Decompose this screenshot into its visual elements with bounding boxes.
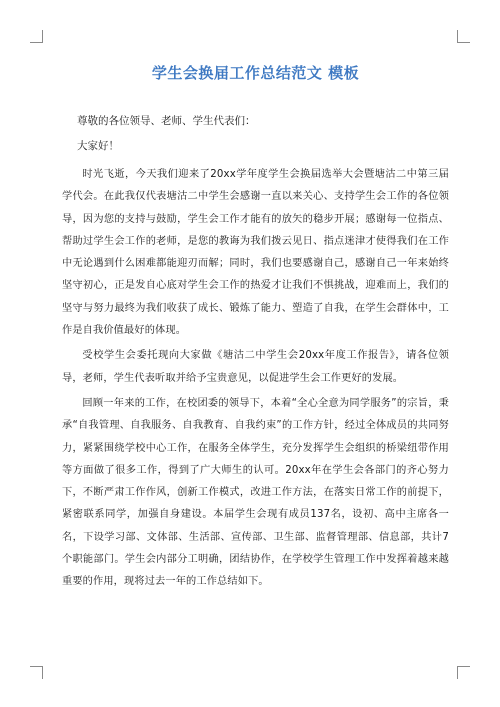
paragraph-report-intro: 受校学生会委托现向大家做《塘沽二中学生会20xx年度工作报告》，请各位领导，老师，学生代表听取并给予宝贵意见，以促进学生会工作更好的发展。 (62, 350, 449, 384)
greeting: 大家好！ (77, 140, 119, 152)
crop-mark-bottom-left (30, 666, 43, 679)
crop-mark-bottom-right (457, 666, 470, 679)
crop-mark-top-left (30, 30, 43, 43)
paragraph-review: 回顾一年来的工作，在校团委的领导下，本着“全心全意为同学服务”的宗旨，秉承“自我管理、自我服务、自我教育、自我约束”的工作方针，经过全体成员的共同努力，紧紧围绕学校中心工作，在服务全体学生，充分发挥学生会组织的桥梁纽带作用等方面做了很多工作，得到了广大师生的认可。20xx年在学生会各部门的齐心努力下，不断严肃工作作风，创新工作模式，改进工作方法，在落实日常工作的前提下，紧密联系同学，加强自身建设。本届学生会现有成员137名，设初、高中主席各一名，下设学习部、文体部、生活部、宣传部、卫生部、监督管理部、信息部，共计7个职能部门。学生会内部分工明确，团结协作，在学校学生管理工作中发挥着越来越重要的作用，现将过去一年的工作总结如下。 (62, 397, 449, 588)
crop-mark-top-right (457, 30, 470, 43)
salutation: 尊敬的各位领导、老师、学生代表们： (77, 115, 256, 127)
paragraph-opening: 时光飞逝，今天我们迎来了20xx学年度学生会换届选举大会暨塘沽二中第三届学代会。在此我仅代表塘沽二中学生会感谢一直以来关心、支持学生会工作的各位领导，因为您的支持与鼓励，学生会工作才能有的放矢的稳步开展；感谢每一位指点、帮助过学生会工作的老师，是您的教诲为我们拨云见日、指点迷津才使得我们在工作中无论遇到什么困难都能迎刃而解；同时，我们也要感谢自己，感谢自己一年来始终坚守初心，正是发自心底对学生会工作的热爱才让我们不惧挑战，迎难而上，我们的坚守与努力最终为我们收获了成长、锻炼了能力、塑造了自我，在学生会群体中，工作是自我价值最好的体现。 (62, 169, 449, 337)
document-title: 学生会换届工作总结范文 模板 (151, 64, 360, 82)
document-page (62, 62, 449, 597)
